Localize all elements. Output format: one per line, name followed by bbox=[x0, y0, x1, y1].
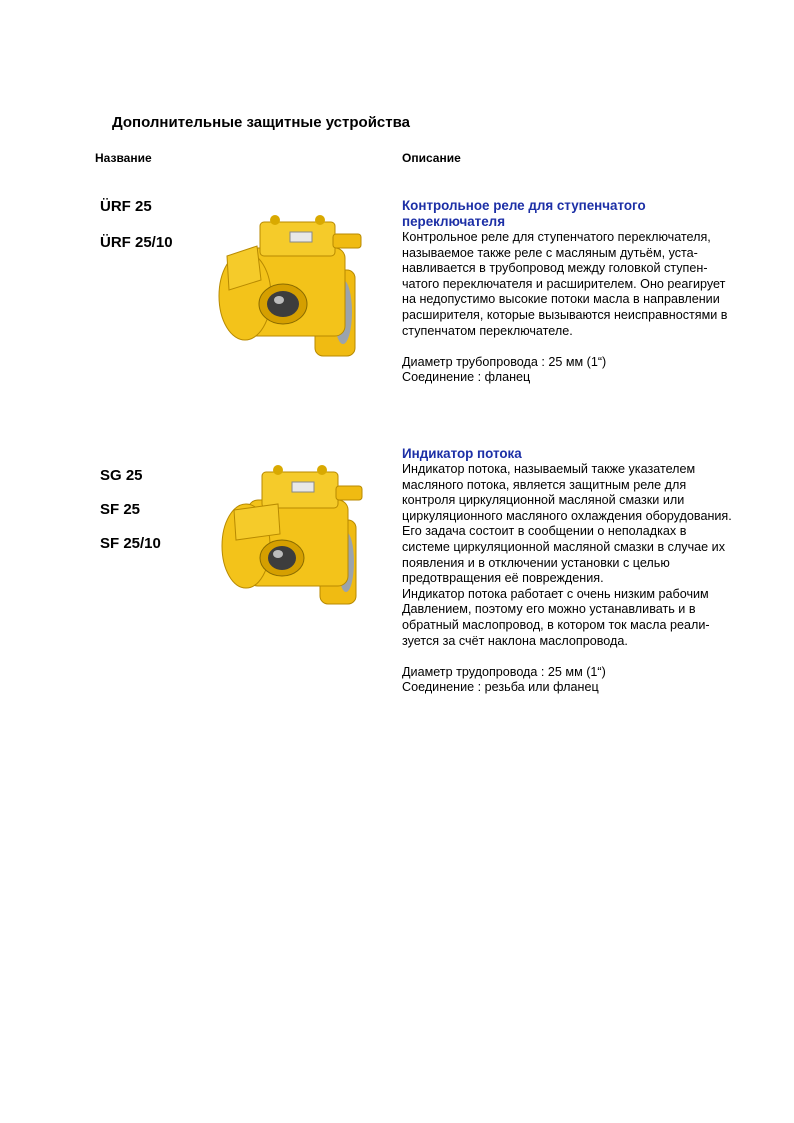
model-name: ÜRF 25/10 bbox=[100, 234, 173, 251]
description-line: Давлением, поэтому его можно устанавливать и в bbox=[402, 602, 696, 617]
description-line: Индикатор потока, называемый также указателем bbox=[402, 462, 696, 476]
description-line: ступенчатом переключателе. bbox=[402, 323, 573, 338]
description-line: предотвращения её повреждения. bbox=[402, 571, 604, 586]
model-name: SG 25 bbox=[100, 467, 143, 484]
description-line: называемое также реле с масляным дутьём, уста- bbox=[402, 245, 698, 260]
column-header-name: Название bbox=[95, 151, 152, 165]
description-line: зуется за счёт наклона маслопровода. bbox=[402, 633, 628, 648]
flow-relay-image bbox=[215, 208, 375, 363]
product-description bbox=[402, 446, 762, 696]
description-line: Его задача состоит в сообщении о неполадках в bbox=[402, 524, 687, 539]
spacer bbox=[402, 339, 762, 355]
product-title-line: Индикатор потока bbox=[402, 446, 522, 461]
description-line: чатого переключателя и расширителем. Оно реагирует bbox=[402, 276, 726, 291]
description-line: масляного потока, является защитным реле для bbox=[402, 477, 687, 492]
product-title-line: Контрольное реле для ступенчатого bbox=[402, 198, 646, 213]
product-description bbox=[402, 198, 762, 386]
spec-line: Диаметр трудопровода : 25 мм (1“) bbox=[402, 664, 606, 679]
product-title-line: переключателя bbox=[402, 214, 506, 229]
description-line: обратный маслопровод, в котором ток масла реали- bbox=[402, 617, 710, 632]
model-name: ÜRF 25 bbox=[100, 198, 152, 215]
page-title: Дополнительные защитные устройства bbox=[112, 114, 410, 131]
description-line: Контрольное реле для ступенчатого переключателя, bbox=[402, 230, 711, 244]
description-line: навливается в трубопровод между головкой ступен- bbox=[402, 261, 708, 276]
description-line: расширителя, которые вызываются неисправностями в bbox=[402, 307, 728, 322]
description-line: Индикатор потока работает с очень низким рабочим bbox=[402, 586, 709, 601]
description-line: на недопустимо высокие потоки масла в направлении bbox=[402, 292, 720, 307]
description-line: контроля циркуляционной масляной смазки или bbox=[402, 493, 685, 508]
spacer bbox=[402, 649, 762, 665]
spec-line: Соединение : резьба или фланец bbox=[402, 680, 599, 695]
spec-line: Диаметр трубопровода : 25 мм (1“) bbox=[402, 354, 607, 369]
flow-indicator-image bbox=[220, 460, 380, 615]
description-line: появления и в отключении установки с целью bbox=[402, 555, 670, 570]
column-header-description: Описание bbox=[402, 151, 461, 165]
spec-line: Соединение : фланец bbox=[402, 370, 531, 385]
model-name: SF 25/10 bbox=[100, 535, 161, 552]
description-line: циркуляционного масляного охлаждения оборудования. bbox=[402, 508, 732, 523]
description-line: системе циркуляционной масляной смазки в случае их bbox=[402, 539, 725, 554]
model-name: SF 25 bbox=[100, 501, 141, 518]
